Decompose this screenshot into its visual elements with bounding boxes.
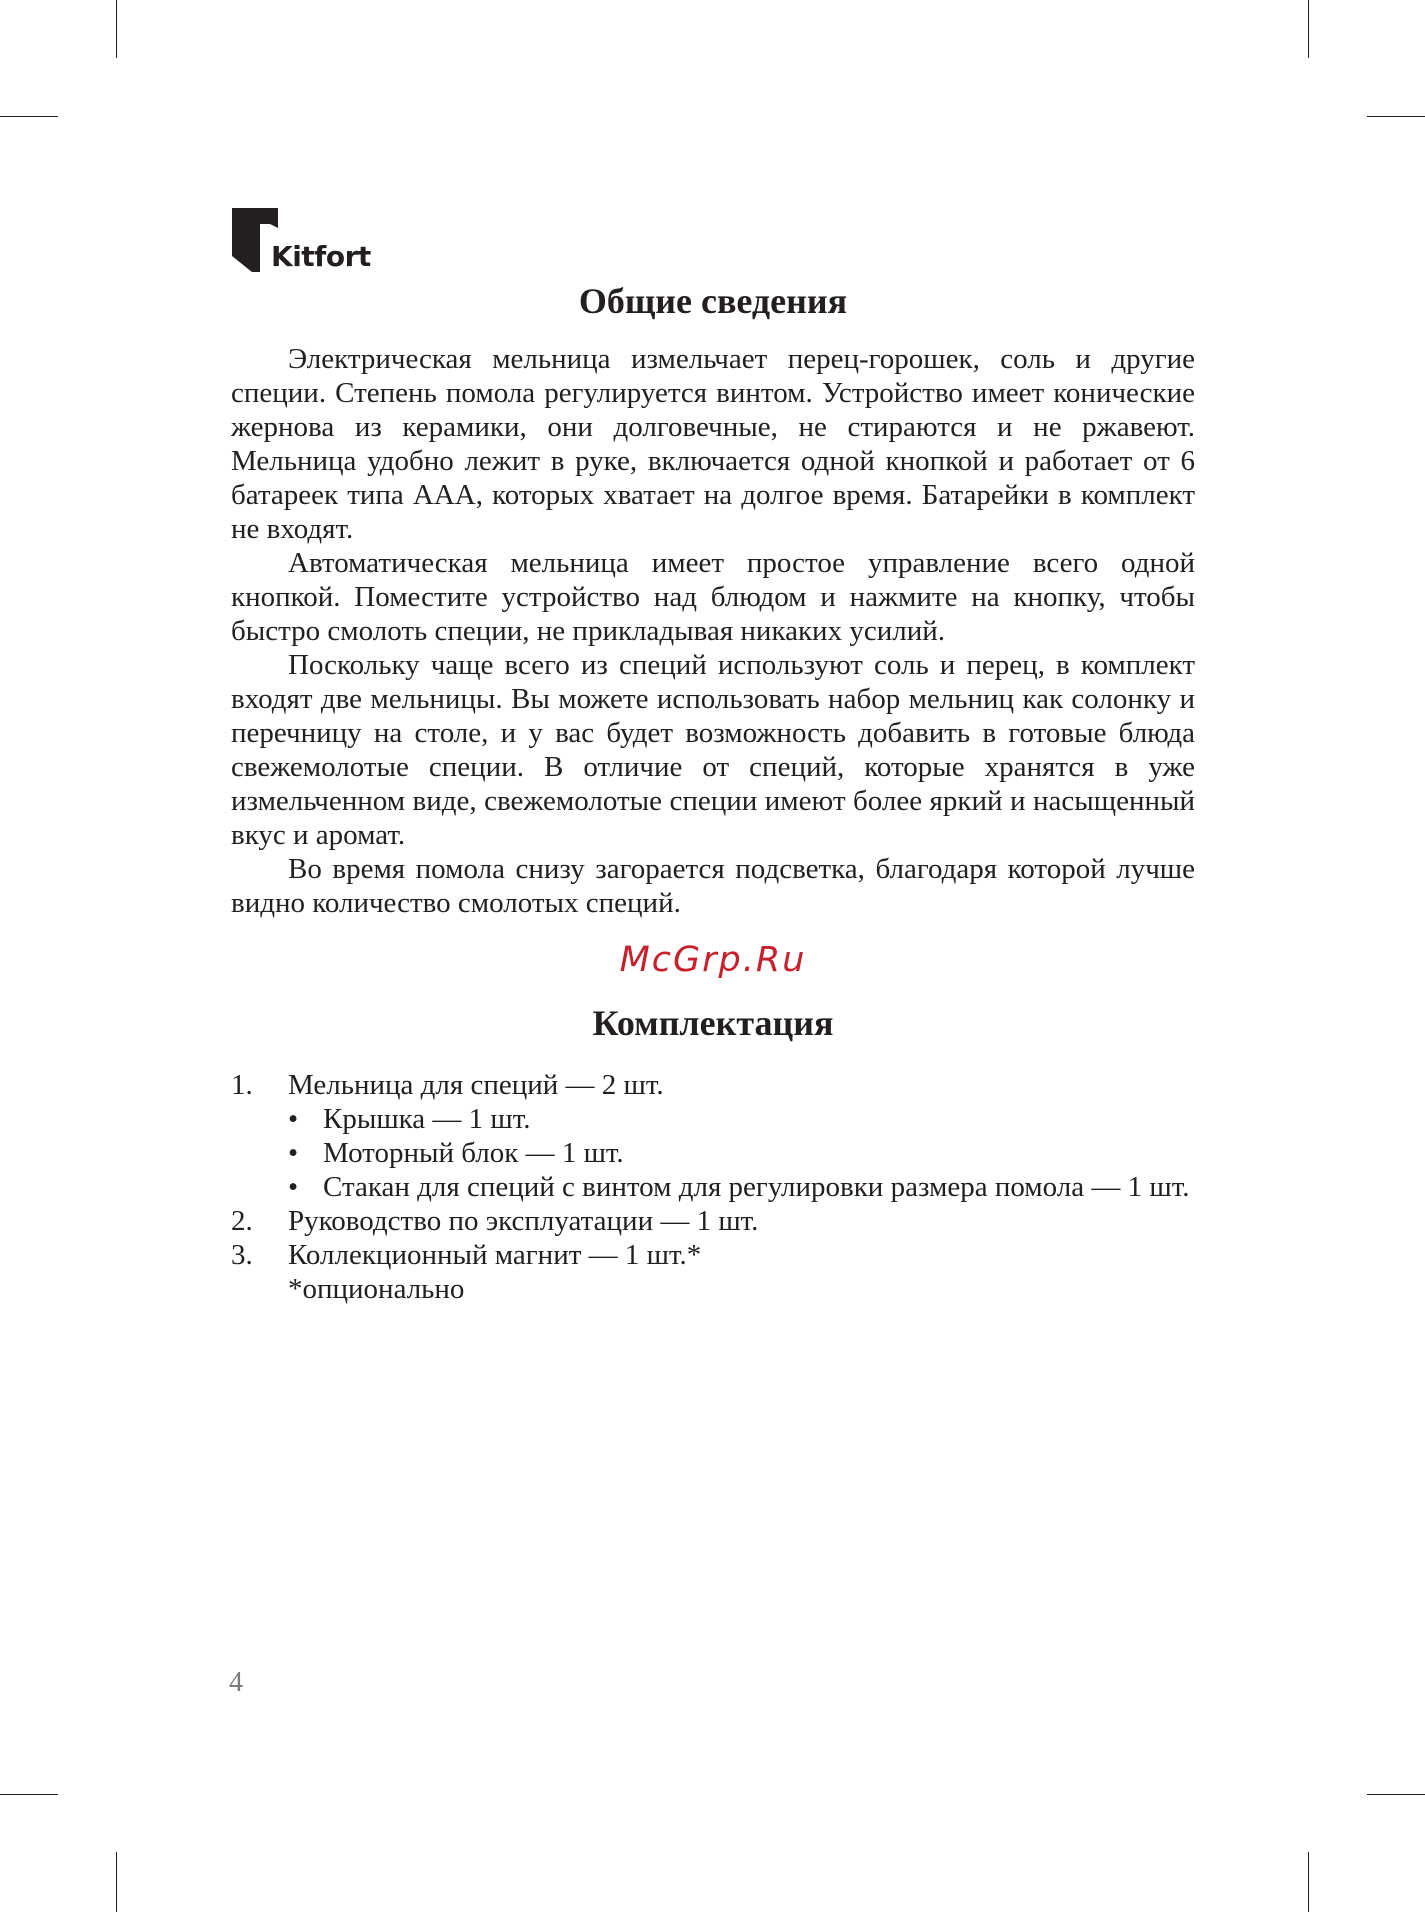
page-number: 4 [229, 1667, 243, 1698]
kit-subitem-text: Крышка — 1 шт. [323, 1103, 531, 1135]
watermark-link[interactable]: McGrp.Ru [619, 940, 807, 980]
crop-mark-top-left [116, 0, 117, 58]
general-paragraph-4: Во время помола снизу загорается подсветка, благодаря которой лучше видно количество смолотых специй. [231, 853, 1195, 919]
kit-list [231, 1068, 1195, 1306]
bullet-icon: • [288, 1103, 299, 1135]
page-content [231, 276, 1195, 1306]
crop-mark-right-top [1367, 116, 1425, 117]
kit-subitem-cup [231, 1170, 1195, 1204]
kit-subitem-text: Моторный блок — 1 шт. [323, 1137, 624, 1169]
crop-mark-left-top [0, 116, 58, 117]
kit-footnote: *опционально [288, 1273, 465, 1305]
kit-item-1 [231, 1068, 1195, 1102]
kit-subitem-lid [231, 1102, 1195, 1136]
general-paragraph-2: Автоматическая мельница имеет простое управление всего одной кнопкой. Поместите устройство над блюдом и нажмите на кнопку, чтобы быстро смолоть специи, не прикладывая никаких усилий. [231, 547, 1195, 647]
kit-item-number: 3. [231, 1239, 253, 1271]
kit-item-number: 2. [231, 1205, 253, 1237]
crop-mark-bottom-left [116, 1852, 117, 1912]
crop-mark-top-right [1308, 0, 1309, 58]
kit-item-number: 1. [231, 1069, 253, 1101]
crop-mark-right-bottom [1367, 1794, 1425, 1795]
kit-subitem-motor [231, 1136, 1195, 1170]
section-title-kit: Комплектация [592, 1003, 834, 1043]
crop-mark-bottom-right [1308, 1852, 1309, 1912]
kit-item-text: Мельница для специй — 2 шт. [288, 1069, 664, 1101]
bullet-icon: • [288, 1137, 299, 1169]
crop-mark-left-bottom [0, 1794, 58, 1795]
general-paragraph-3: Поскольку чаще всего из специй используют соль и перец, в комплект входят две мельницы. Вы можете использовать набор мельниц как солонку и перечницу на столе, и у вас будет возможность добавить в готовые блюда свежемолотые специи. В отличие от специй, которые хранятся в уже измельченном виде, свежемолотые специи имеют более яркий и насыщенный вкус и аромат. [231, 649, 1195, 851]
kit-item-text: Коллекционный магнит — 1 шт.* [288, 1239, 702, 1271]
general-paragraph-1: Электрическая мельница измельчает перец-горошек, соль и другие специи. Степень помола регулируется винтом. Устройство имеет конические жернова из керамики, они долговечные, не стираются и не ржавеют. Мельница удобно лежит в руке, включается одной кнопкой и работает от 6 батареек типа ААА, которых хватает на долгое время. Батарейки в комплект не входят. [231, 343, 1195, 545]
brand-name: Kitfort [271, 240, 371, 273]
kit-item-text: Руководство по эксплуатации — 1 шт. [288, 1205, 759, 1237]
bullet-icon: • [288, 1171, 299, 1203]
kit-subitem-text: Стакан для специй с винтом для регулировки размера помола — 1 шт. [323, 1171, 1190, 1203]
kit-item-3 [231, 1238, 1195, 1272]
section-title-general: Общие сведения [578, 281, 848, 321]
kit-item-2 [231, 1204, 1195, 1238]
